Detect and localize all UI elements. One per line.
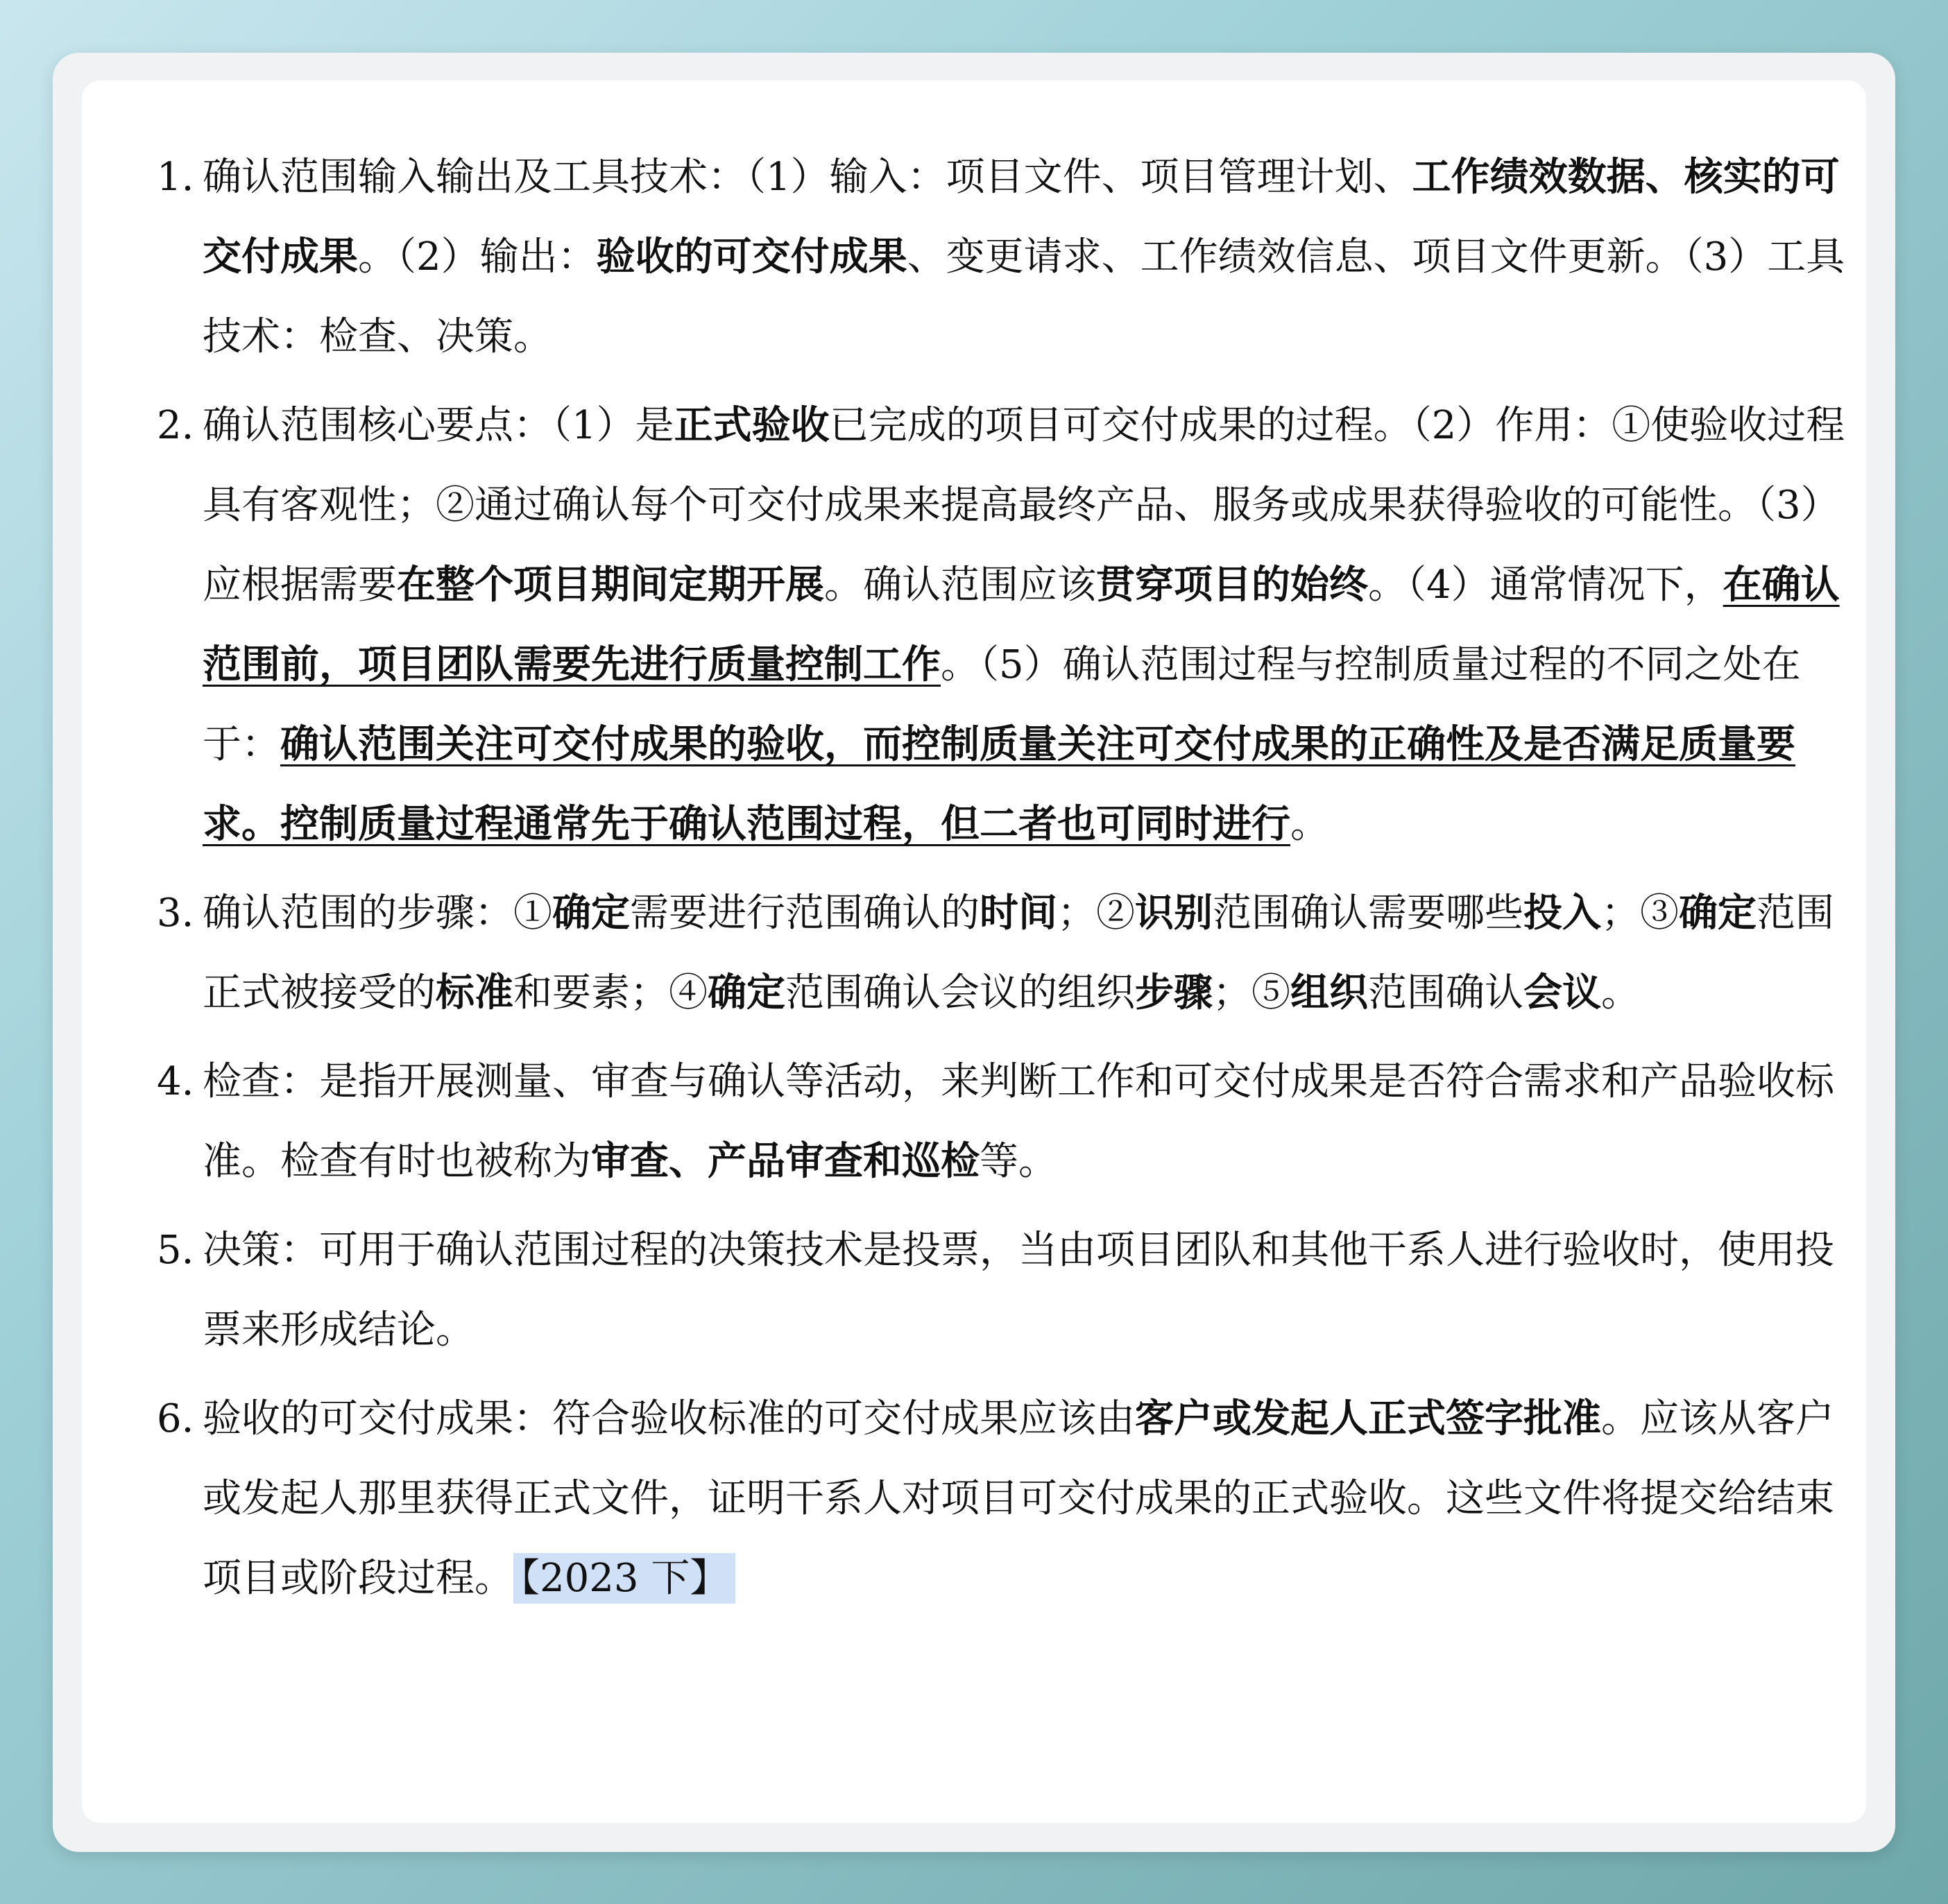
- bold-text-run: 客户或发起人正式签字批准: [1135, 1396, 1601, 1441]
- item-number: 4.: [157, 1059, 194, 1104]
- outer-card: [53, 53, 1895, 1852]
- text-run: 确认范围输入输出及工具技术：（1）输入：项目文件、项目管理计划、: [203, 155, 1412, 200]
- bold-text-run: 正式验收: [674, 403, 830, 448]
- bold-text-run: 审查、产品审查和巡检: [591, 1139, 980, 1184]
- bold-text-run: 时间: [980, 891, 1057, 936]
- text-run: 已完成的项目可交付成果的过程。（2）作用：①使验收过程具有客观性；②通过确认每个可交付成果来提高最终产品、服务或成果获得验收的可能性。（3）应根据需要: [203, 403, 1845, 608]
- bold-text-run: 确定: [552, 891, 630, 936]
- key-points-list: [157, 137, 1849, 1627]
- item-text: [203, 1059, 1834, 1184]
- underlined-bold-text-run: 在确认范围前，项目团队需要先进行质量控制工作: [203, 563, 1840, 687]
- text-run: 确认范围核心要点：（1）是: [203, 403, 674, 448]
- text-run: 检查：是指开展测量、审查与确认等活动，来判断工作和可交付成果是否符合需求和产品验收标准。检查有时也被称为: [203, 1059, 1834, 1184]
- bold-text-run: 投入: [1523, 891, 1601, 936]
- bold-text-run: 在整个项目期间定期开展: [397, 563, 824, 608]
- text-run: 范围确认会议的组织: [785, 970, 1135, 1015]
- item-number: 5.: [157, 1228, 194, 1273]
- bold-text-run: 验收的可交付成果: [596, 234, 907, 280]
- text-run: 和要素；④: [513, 970, 708, 1015]
- item-text: [203, 403, 1845, 847]
- bold-text-run: 标准: [436, 970, 513, 1015]
- item-number: 2.: [157, 403, 194, 448]
- bold-text-run: 组织: [1290, 970, 1368, 1015]
- bold-text-run: 识别: [1135, 891, 1213, 936]
- text-run: 。（2）输出：: [358, 234, 597, 280]
- item-text: [203, 891, 1834, 1015]
- text-run: 。: [1601, 970, 1640, 1015]
- item-number: 3.: [157, 891, 194, 936]
- bold-text-run: 贯穿项目的始终: [1096, 563, 1368, 608]
- text-run: 验收的可交付成果：符合验收标准的可交付成果应该由: [203, 1396, 1135, 1441]
- text-run: 、变更请求、工作绩效信息、项目文件更新。（3）工具技术：检查、决策。: [203, 234, 1845, 359]
- text-run: 。应该从客户或发起人那里获得正式文件，证明干系人对项目可交付成果的正式验收。这些文件将提交给结束项目或阶段过程。: [203, 1396, 1834, 1601]
- text-run: 确认范围的步骤：①: [203, 891, 552, 936]
- list-item: [157, 137, 1849, 377]
- text-run: ；⑤: [1213, 970, 1290, 1015]
- item-text: [203, 1228, 1834, 1353]
- bold-text-run: 工作绩效数据、核实的可交付成果: [203, 155, 1840, 280]
- text-run: 范围确认: [1368, 970, 1523, 1015]
- text-run: ；②: [1057, 891, 1135, 936]
- list-item: [157, 1042, 1849, 1201]
- text-run: 。: [1290, 802, 1329, 847]
- list-item: [157, 1210, 1849, 1370]
- text-run: 范围正式被接受的: [203, 891, 1834, 1015]
- bold-text-run: 会议: [1523, 970, 1601, 1015]
- underlined-bold-text-run: 确认范围关注可交付成果的验收，而控制质量关注可交付成果的正确性及是否满足质量要求。控制质量过程通常先于确认范围过程，但二者也可同时进行: [203, 722, 1795, 847]
- text-run: 决策：可用于确认范围过程的决策技术是投票，当由项目团队和其他干系人进行验收时，使用投票来形成结论。: [203, 1228, 1834, 1353]
- list-item: [157, 1379, 1849, 1618]
- content-card: [82, 80, 1866, 1823]
- item-number: 6.: [157, 1396, 194, 1441]
- list-item: [157, 873, 1849, 1033]
- text-run: ；③: [1601, 891, 1679, 936]
- text-run: 需要进行范围确认的: [630, 891, 980, 936]
- bold-text-run: 确定: [1679, 891, 1757, 936]
- item-number: 1.: [157, 155, 194, 200]
- list-item: [157, 386, 1849, 864]
- text-run: 。确认范围应该: [824, 563, 1096, 608]
- text-run: 。（5）确认范围过程与控制质量过程的不同之处在于：: [203, 642, 1801, 767]
- text-run: 等。: [980, 1139, 1057, 1184]
- text-run: 。（4）通常情况下，: [1368, 563, 1723, 608]
- item-text: [203, 155, 1845, 359]
- text-run: 范围确认需要哪些: [1213, 891, 1523, 936]
- exam-year-tag: 【2023 下】: [513, 1553, 735, 1604]
- bold-text-run: 确定: [708, 970, 785, 1015]
- bold-text-run: 步骤: [1135, 970, 1213, 1015]
- item-text: [203, 1396, 1834, 1604]
